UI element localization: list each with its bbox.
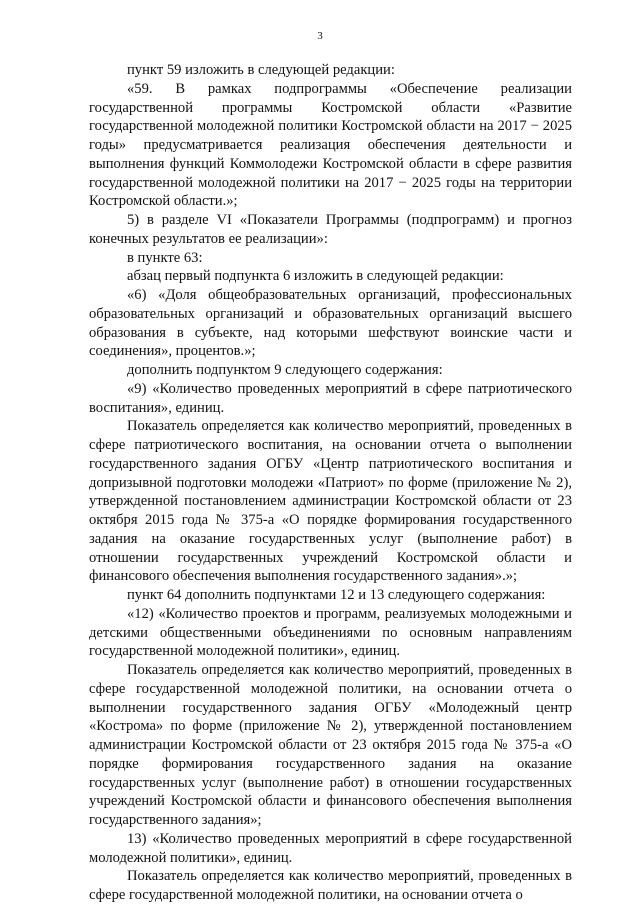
paragraph-subitem-13-text: 13) «Количество проведенных мероприятий в сфере государственной молодежной политики», единиц. (89, 830, 572, 866)
page-number: 3 (317, 30, 323, 42)
paragraph-subitem-9-indicator: Показатель определяется как количество мероприятий, проведенных в сфере патриотического воспитания, на основании отчета о выполнении государственного задания ОГБУ «Центр патриотического воспитания и допризывной подготовки молодежи «Патриот» по форме (приложение № 2), утвержденной постановлением администрации Костромской области от 23 октября 2015 года № 375-а «О порядке формирования государственного задания на оказание государственных услуг (выполнение работ) в отношении государственных учреждений Костромской области и финансового обеспечения выполнения государственного задания».»; (89, 418, 572, 585)
paragraph-subitem-12-text: «12) «Количество проектов и программ, реализуемых молодежными и детскими общественными объединениями по основным направлениям государственной молодежной политики», единиц. (89, 605, 572, 660)
paragraph-subitem-6-text: «6) «Доля общеобразовательных организаций, профессиональных образовательных организаций и образовательных организаций высшего образования в субъекте, над которыми шефствуют воинские части и соединения», процентов.»; (89, 287, 572, 360)
document-body (89, 61, 572, 905)
paragraph-item-64-intro: пункт 64 дополнить подпунктами 12 и 13 следующего содержания: (127, 587, 546, 603)
paragraph-section-vi: 5) в разделе VI «Показатели Программы (подпрограмм) и прогноз конечных результатов ее реализации»: (89, 212, 572, 247)
paragraph-subitem-6-intro: абзац первый подпункта 6 изложить в следующей редакции: (127, 268, 504, 285)
paragraph-item-59-intro: пункт 59 изложить в следующей редакции: (127, 62, 395, 78)
paragraph-subitem-12-indicator: Показатель определяется как количество мероприятий, проведенных в сфере государственной молодежной политики, на основании отчета о выполнении государственного задания ОГБУ «Молодежный центр «Кострома» по форме (приложение № 2), утвержденной постановлением администрации Костромской области от 23 октября 2015 года № 375-а «О порядке формирования государственного задания на оказание государственных услуг (выполнение работ) в отношении государственных учреждений Костромской области и финансового обеспечения выполнения государственного задания»; (89, 662, 572, 828)
paragraph-item-59-text: «59. В рамках подпрограммы «Обеспечение реализации государственной программы Костромской области «Развитие государственной молодежной политики Костромской области на 2017 − 2025 годы» предусматривается реализация обеспечения деятельности и выполнения функций Коммолодежи Костромской области в сфере развития государственной молодежной политики на 2017 − 2025 годы на территории Костромской области.»; (89, 80, 572, 210)
paragraph-subitem-9-intro: дополнить подпунктом 9 следующего содержания: (127, 362, 443, 378)
paragraph-subitem-9-text: «9) «Количество проведенных мероприятий в сфере патриотического воспитания», единиц. (89, 380, 572, 416)
paragraph-subitem-13-indicator: Показатель определяется как количество мероприятий, проведенных в сфере государственной молодежной политики, на основании отчета о (89, 868, 572, 903)
paragraph-item-63: в пункте 63: (127, 249, 203, 266)
